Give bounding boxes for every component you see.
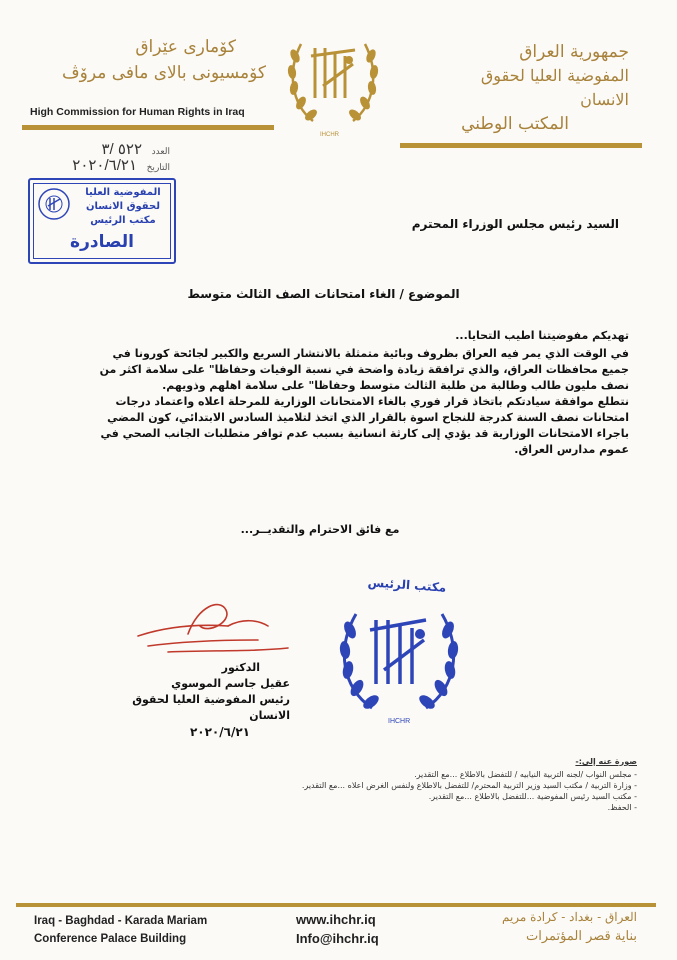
- paragraph-1: [48, 346, 629, 394]
- copy-to-item: - الحفظ.: [607, 803, 637, 812]
- ref-date-label: التاريخ: [146, 162, 170, 172]
- header-divider-right: [400, 143, 642, 148]
- stamp-line-1: المفوضية العليا: [85, 187, 161, 198]
- ref-date-value: ٢٠٢٠/٦/٢١: [72, 157, 137, 174]
- seal-caption: IHCHR: [388, 718, 411, 725]
- header-country-ku: كۆماری عێراق: [135, 37, 236, 57]
- ref-date: [18, 156, 170, 174]
- footer-address-ar-line2: بناية قصر المؤتمرات: [526, 929, 637, 944]
- paragraph-2-line: امتحانات نصف السنة كدرجة للنجاح اسوة بالقرار الذي اتخذ لتلاميذ السادس الابتدائي، كون المضي: [107, 411, 629, 424]
- ref-number-label: العدد: [151, 146, 170, 156]
- footer-email-link[interactable]: Info@ihchr.iq: [296, 931, 379, 946]
- signature-date: ٢٠٢٠/٦/٢١: [189, 725, 250, 739]
- signatory-position: رئيس المفوضية العليا لحقوق الانسان: [132, 693, 290, 722]
- footer-address-en-line1: Iraq - Baghdad - Karada Mariam: [34, 915, 208, 927]
- paragraph-1-line: جميع محافظات العراق، والذي ترافقة زيادة واضحة في نسبة الوفيات وحفاظا" على سلامة اكثر من: [99, 363, 629, 376]
- footer-address-ar: [467, 908, 637, 946]
- copy-to-heading: صورة عنه إلى:-: [575, 757, 637, 766]
- footer-website-link[interactable]: www.ihchr.iq: [296, 912, 376, 927]
- seal-top-text: مكتب الرئيس: [367, 575, 447, 595]
- header-country-ar: جمهورية العراق: [519, 42, 629, 62]
- signatory-name: عقيل جاسم الموسوي: [171, 677, 290, 690]
- copy-to-item: - مجلس النواب /لجنه التربية النيابيه / للتفضل بالاطلاع ...مع التقدير.: [414, 770, 637, 779]
- header-kurdish-block: [46, 34, 266, 86]
- greeting: تهديكم مفوضيتنا اطيب التحايا...: [455, 329, 629, 342]
- copy-to-item: - مكتب السيد رئيس المفوضية ...للتفضل بالاطلاع ...مع التقدير.: [428, 792, 637, 801]
- paragraph-2-line: عموم مدارس العراق.: [514, 443, 629, 456]
- header-commission-ar: المفوضية العليا لحقوق الانسان: [480, 66, 629, 109]
- stamp-line-2: لحقوق الانسان: [86, 201, 160, 212]
- paragraph-2-line: باجراء الامتحانات الوزارية قد يؤدي إلى كارثة انسانية بسبب عدم توافر متطلبات الجانب الصحي في: [100, 427, 629, 440]
- header-english-name: High Commission for Human Rights in Iraq: [30, 106, 245, 118]
- header-divider-left: [22, 125, 274, 130]
- stamp-line-3: مكتب الرئيس: [90, 215, 156, 226]
- paragraph-1-line: في الوقت الذي يمر فيه العراق بظروف وبائية متمثلة بالانتشار السريع والكبير لجائحة كورونا في: [112, 347, 629, 360]
- header-commission-ku: كۆمسیونی بالای مافی مرۆڤ: [62, 63, 266, 83]
- copy-to-item: - وزارة التربية / مكتب السيد وزير التربية المحترم/ للتفضل بالاطلاع ولنفس الغرض اعلاه ...مع التقدير.: [301, 781, 637, 790]
- footer-contact: [296, 910, 379, 948]
- footer-divider: [16, 903, 656, 907]
- footer-address-ar-line1: العراق - بغداد - كرادة مريم: [501, 910, 637, 924]
- handwritten-signature: [128, 596, 298, 666]
- header-arabic-block: [429, 40, 629, 136]
- subject-line: الموضوع / الغاء امتحانات الصف الثالث متوسط: [187, 287, 460, 301]
- footer-address-en-line2: Conference Palace Building: [34, 933, 187, 945]
- paragraph-2-line: نتطلع موافقة سيادتكم باتخاذ قرار فوري بالغاء الامتحانات الوزارية للمرحلة اعلاه واعتماد درجات: [115, 395, 629, 408]
- logo-caption: IHCHR: [320, 132, 339, 138]
- ref-number-value: ٥٢٢ /٣: [101, 141, 143, 158]
- copy-to-section: [240, 756, 637, 813]
- footer-address-en: [34, 912, 207, 948]
- stamp-text: [76, 186, 170, 228]
- stamp-un-emblem-icon: [36, 186, 72, 222]
- ihchr-logo-icon: [283, 26, 383, 136]
- closing-line: مع فائق الاحترام والتقديــر...: [240, 523, 400, 536]
- paragraph-1-line: نصف مليون طالب وطالبة من طلبة الثالث متوسط وحفاظا" على سلامة اهلهم وذويهم.: [162, 379, 629, 392]
- stamp-outgoing-label: الصادرة: [70, 232, 134, 252]
- letter-body: [48, 328, 629, 458]
- paragraph-2: [48, 394, 629, 458]
- header-office-ar: المكتب الوطني: [461, 114, 569, 134]
- addressee: السيد رئيس مجلس الوزراء المحترم: [411, 217, 619, 231]
- office-seal-icon: [334, 590, 464, 720]
- signatory-title: الدكتور: [221, 661, 260, 674]
- signature-block: [100, 660, 290, 740]
